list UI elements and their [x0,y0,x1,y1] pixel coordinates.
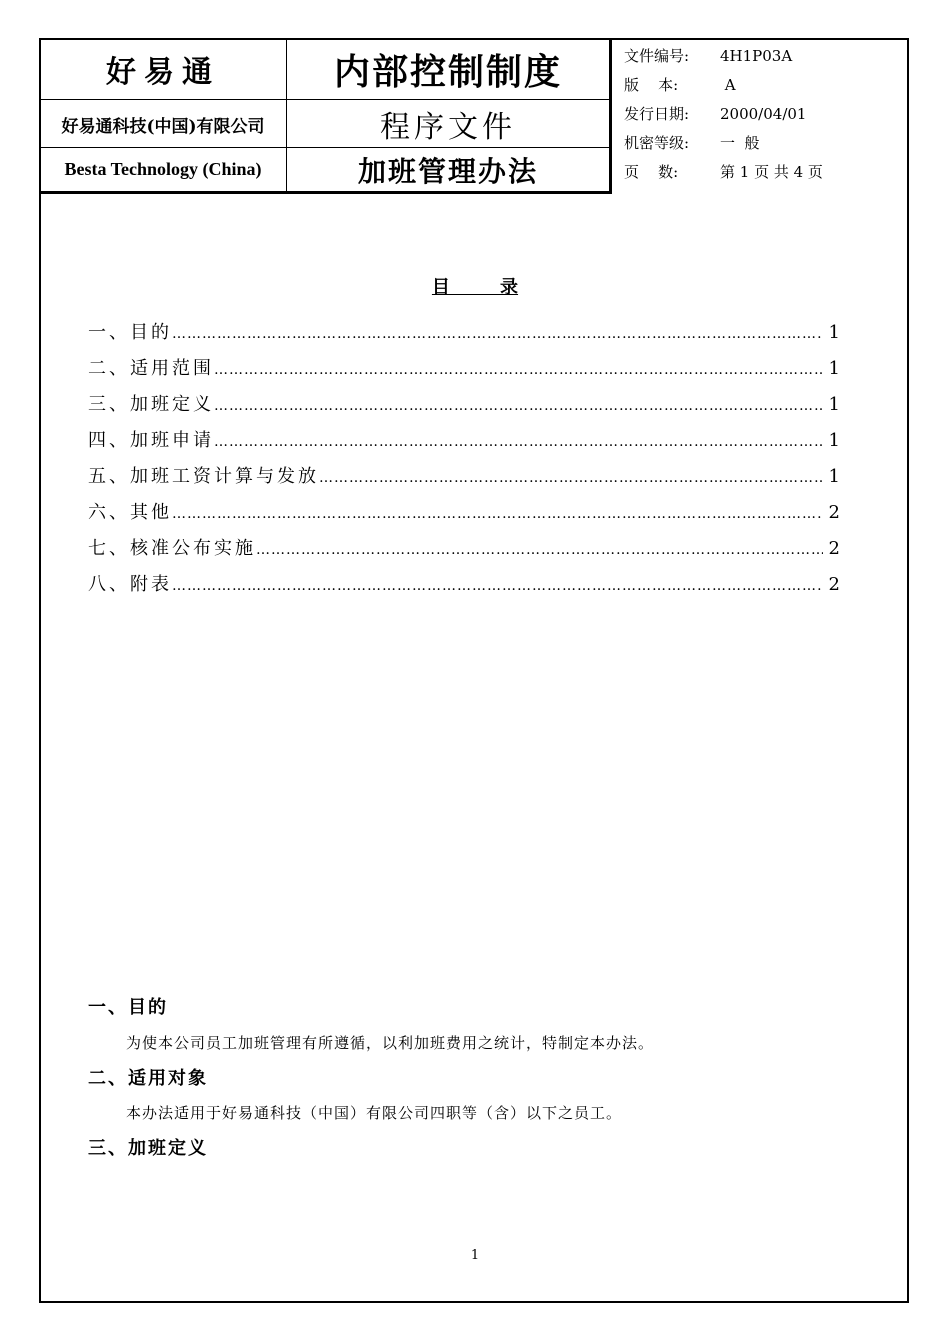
document-header [39,38,909,194]
toc-item[interactable]: 五、加班工资计算与发放 ………………………………………………………………………………………………………………………………………… 1 [88,462,840,498]
divider [286,38,287,191]
section-heading: 二、适用对象 [88,1068,208,1089]
toc-leader [172,578,823,594]
toc-item[interactable]: 一、目的 ………………………………………………………………………………………………………………………………………… 1 [88,318,840,354]
section-paragraph: 为使本公司员工加班管理有所遵循，以利加班费用之统计，特制定本办法。 [126,1034,655,1052]
toc-leader [172,326,823,342]
doc-category-title: 内部控制制度 [333,50,562,93]
toc-leader [256,542,823,558]
doc-meta [624,42,823,187]
meta-issue-date: 发行日期: 2000/04/01 [624,105,807,123]
toc-item[interactable]: 六、其他 ………………………………………………………………………………………………………………………………………… 2 [88,498,840,534]
toc-leader [214,362,823,378]
toc-leader [172,506,823,522]
section-heading: 一、目的 [88,997,168,1018]
meta-doc-number: 文件编号: 4H1P03A [624,47,793,65]
company-name-en: Besta Technology (China) [64,159,262,179]
meta-confidentiality: 机密等级: 一 般 [624,134,760,152]
section-paragraph: 本办法适用于好易通科技（中国）有限公司四职等（含）以下之员工。 [126,1104,623,1122]
company-name-cn: 好易通科技(中国)有限公司 [61,116,265,137]
doc-type: 程序文件 [380,110,516,145]
divider [39,147,609,148]
toc-heading: 目 录 [431,277,519,298]
toc-item[interactable]: 八、附表 ………………………………………………………………………………………………………………………………………… 2 [88,570,840,606]
section-heading: 三、加班定义 [88,1138,208,1159]
brand-name: 好易通 [106,55,220,90]
divider [39,99,609,100]
meta-page-count: 页 数: 第 1 页 共 4 页 [624,163,823,181]
meta-version: 版 本: A [624,76,736,94]
toc-leader [319,470,823,486]
toc-item[interactable]: 四、加班申请 ………………………………………………………………………………………………………………………………………… 1 [88,426,840,462]
toc-item[interactable]: 三、加班定义 ………………………………………………………………………………………………………………………………………… 1 [88,390,840,426]
toc-leader [214,398,823,414]
toc-leader [214,434,823,450]
toc-item[interactable]: 二、适用范围 ………………………………………………………………………………………………………………………………………… 1 [88,354,840,390]
doc-name: 加班管理办法 [357,154,538,188]
header-grid [39,38,612,194]
table-of-contents [88,318,840,606]
toc-item[interactable]: 七、核准公布实施 ………………………………………………………………………………………………………………………………………… 2 [88,534,840,570]
page-number: 1 [470,1248,480,1263]
